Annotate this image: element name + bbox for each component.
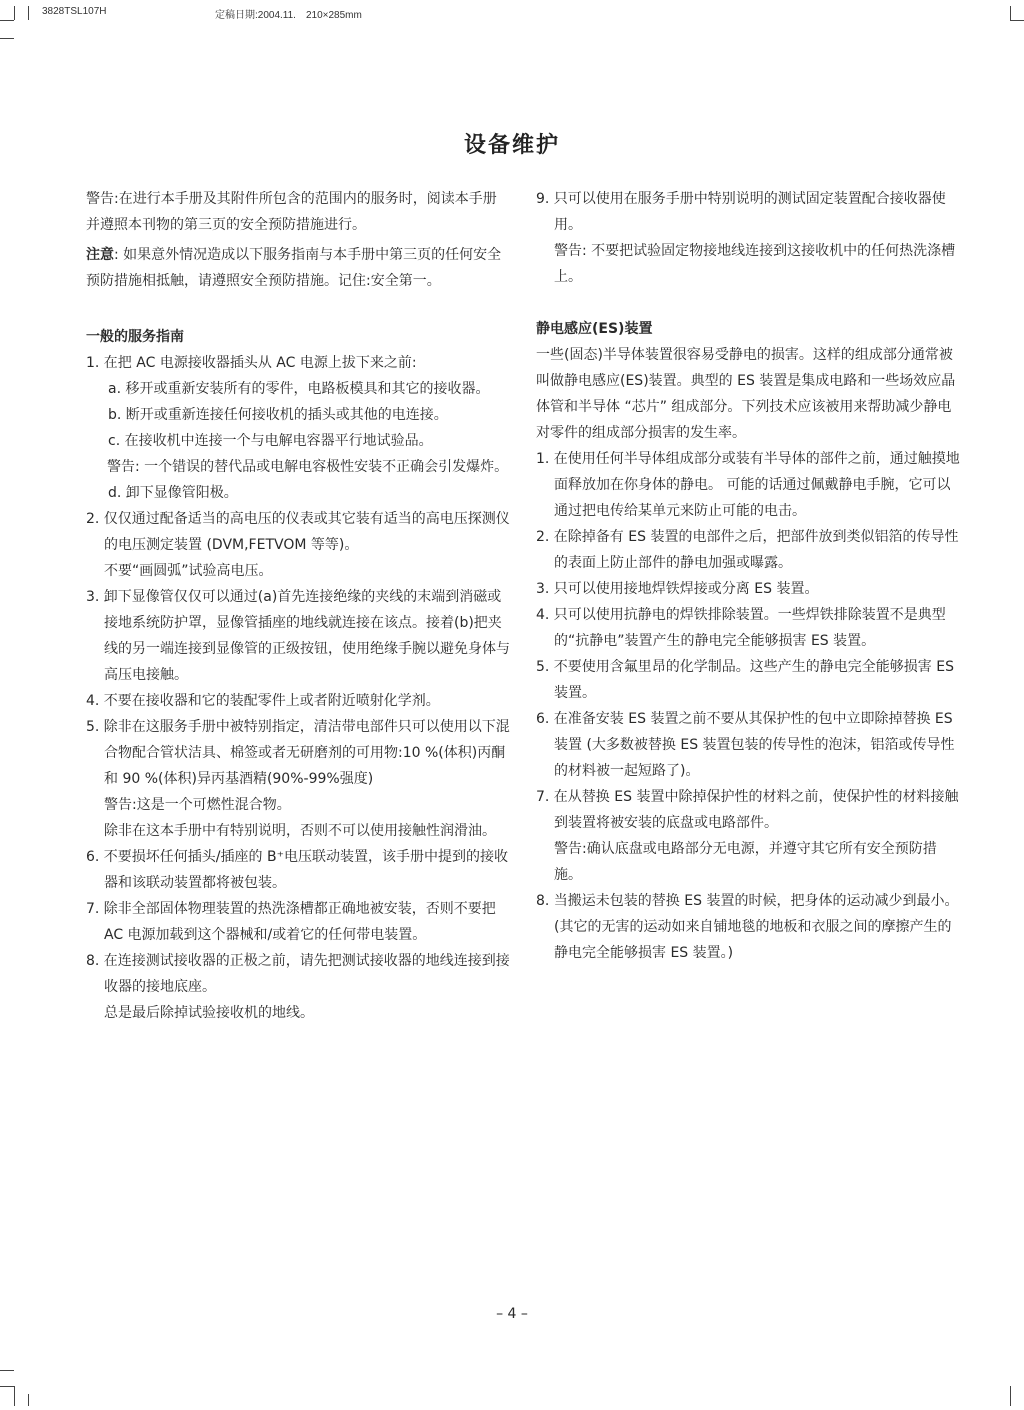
page-number: – 4 –	[496, 1306, 528, 1322]
note-text: : 如果意外情况造成以下服务指南与本手册中第三页的任何安全预防措施相抵触，请遵照安全预防措施。记住:安全第一。	[86, 247, 502, 289]
page-title: 设备维护	[463, 133, 560, 158]
crop-mark-top-left	[14, 6, 15, 20]
list-item: 5. 除非在这服务手册中被特别指定，清洁带电部件只可以使用以下混合物配合管状洁具、棉签或者无研磨剂的可用物:10 %(体积)丙酮和 90 %(体积)异丙基酒精(90%-99%强度)	[86, 719, 510, 787]
list-item: 4. 不要在接收器和它的装配零件上或者附近喷射化学剂。	[86, 693, 440, 709]
crop-mark-top-left	[0, 20, 14, 21]
warning-intro: 警告:在进行本手册及其附件所包含的范围内的服务时，阅读本手册并遵照本刊物的第三页的安全预防措施进行。	[86, 191, 497, 233]
item-note: 不要“画圆弧”试验高电压。	[104, 563, 273, 579]
crop-mark-bottom-left	[28, 1394, 29, 1406]
list-item: 4. 只可以使用抗静电的焊铁排除装置。一些焊铁排除装置不是典型的“抗静电”装置产生的静电完全能够损害 ES 装置。	[536, 607, 946, 649]
header-model-code: 3828TSL107H	[42, 6, 107, 17]
list-subitem: c. 在接收机中连接一个与电解电容器平行地试验品。	[108, 433, 433, 449]
list-item: 6. 在准备安装 ES 装置之前不要从其保护性的包中立即除掉替换 ES 装置 (大多数被替换 ES 装置包装的传导性的泡沫，铝箔或传导性的材料被一起短路了)。	[536, 711, 955, 779]
list-subitem: b. 断开或重新连接任何接收机的插头或其他的电连接。	[108, 407, 448, 423]
item-note: 除非在这本手册中有特别说明，否则不可以使用接触性润滑油。	[104, 823, 496, 839]
list-item: 1. 在把 AC 电源接收器插头从 AC 电源上拔下来之前:	[86, 355, 417, 371]
list-item: 1. 在使用任何半导体组成部分或装有半导体的部件之前，通过触摸地面释放加在你身体的静电。 可能的话通过佩戴静电手腕，它可以通过把电传给某单元来防止可能的电击。	[536, 451, 960, 519]
crop-mark-top-right	[1010, 6, 1011, 20]
crop-mark-top-left	[28, 6, 29, 20]
warning-text: 警告: 一个错误的替代品或电解电容极性安装不正确会引发爆炸。	[107, 459, 509, 475]
list-item: 7. 在从替换 ES 装置中除掉保护性的材料之前，使保护性的材料接触到装置将被安装的底盘或电路部件。	[536, 789, 959, 831]
right-column	[536, 186, 962, 966]
list-item: 7. 除非全部固体物理装置的热洗涤槽都正确地被安装，否则不要把 AC 电源加载到这个器械和/或着它的任何带电装置。	[86, 901, 496, 943]
list-item: 3. 只可以使用接地焊铁焊接或分离 ES 装置。	[536, 581, 819, 597]
section-title-general: 一般的服务指南	[86, 329, 184, 345]
crop-mark-bottom-right	[1010, 1386, 1011, 1406]
crop-mark-bottom-left	[0, 1370, 14, 1371]
crop-mark-bottom-left	[14, 1386, 15, 1406]
warning-text: 警告:确认底盘或电路部分无电源，并遵守其它所有安全预防措施。	[554, 841, 937, 883]
item-note: 总是最后除掉试验接收机的地线。	[104, 1005, 314, 1021]
list-item: 2. 在除掉备有 ES 装置的电部件之后，把部件放到类似铝箔的传导性的表面上防止部件的静电加强或曝露。	[536, 529, 959, 571]
list-subitem: d. 卸下显像管阳极。	[108, 485, 238, 501]
list-item: 2. 仅仅通过配备适当的高电压的仪表或其它装有适当的高电压探测仪的电压测定装置 (DVM,FETVOM 等等)。	[86, 511, 510, 553]
list-item: 5. 不要使用含氟里昂的化学制品。这些产生的静电完全能够损害 ES 装置。	[536, 659, 954, 701]
crop-mark-bottom-left	[0, 1386, 14, 1387]
header-date-size: 定稿日期:2004.11. 210×285mm	[215, 10, 362, 21]
warning-text: 警告: 不要把试验固定物接地线连接到这接收机中的任何热洗涤槽上。	[554, 243, 956, 285]
list-item: 6. 不要损坏任何插头/插座的 B⁺电压联动装置，该手册中提到的接收器和该联动装置都将被包装。	[86, 849, 508, 891]
section-title-es: 静电感应(ES)装置	[536, 321, 653, 337]
left-column	[86, 186, 510, 1026]
crop-mark-top-left	[0, 38, 14, 39]
warning-text: 警告:这是一个可燃性混合物。	[104, 797, 291, 813]
list-subitem: a. 移开或重新安装所有的零件，电路板模具和其它的接收器。	[108, 381, 490, 397]
list-item: 9. 只可以使用在服务手册中特别说明的测试固定装置配合接收器使用。	[536, 191, 946, 233]
list-item: 3. 卸下显像管仅仅可以通过(a)首先连接绝缘的夹线的末端到消磁或接地系统防护罩，显像管插座的地线就连接在该点。接着(b)把夹线的另一端连接到显像管的正级按钮，使用绝缘手腕以避免身体与高压电接触。	[86, 589, 510, 683]
note-paragraph	[86, 242, 510, 294]
es-intro: 一些(固态)半导体装置很容易受静电的损害。这样的组成部分通常被叫做静电感应(ES)装置。典型的 ES 装置是集成电路和一些场效应晶体管和半导体 “芯片” 组成部分。下列技术应该被用来帮助减少静电对零件的组成部分损害的发生率。	[536, 347, 956, 441]
list-item: 8. 在连接测试接收器的正极之前，请先把测试接收器的地线连接到接收器的接地底座。	[86, 953, 510, 995]
note-label: 注意	[86, 247, 114, 263]
list-item: 8. 当搬运未包装的替换 ES 装置的时候，把身体的运动减少到最小。(其它的无害的运动如来自铺地毯的地板和衣服之间的摩擦产生的静电完全能够损害 ES 装置。)	[536, 893, 959, 961]
crop-mark-top-right	[1010, 20, 1024, 21]
